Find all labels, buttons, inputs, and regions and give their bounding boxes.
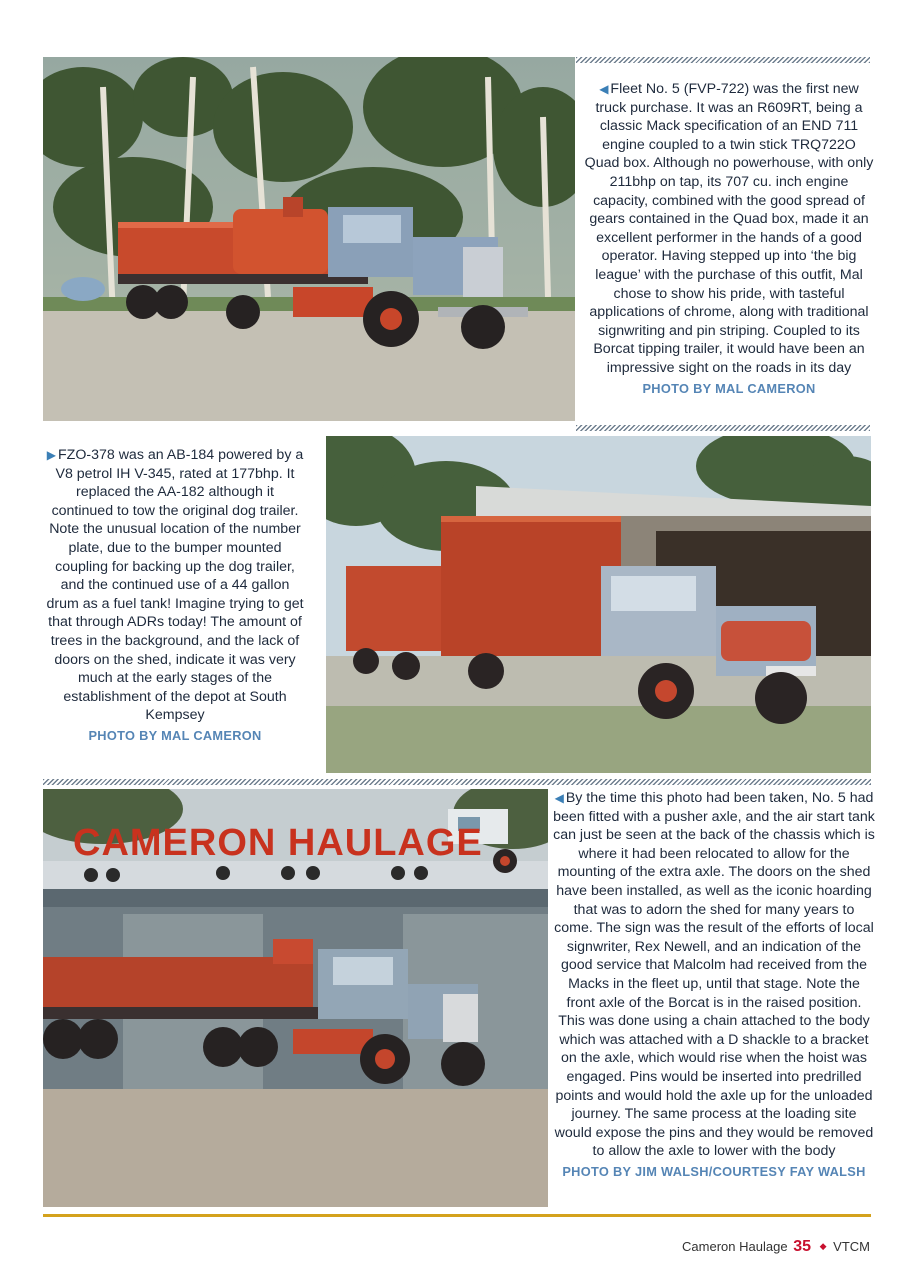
photo-mack-borcat [43,57,575,421]
hatch-divider-1 [576,425,870,431]
caption-shed-hoarding [553,789,875,1181]
sign-text: CAMERON HAULAGE [73,822,483,864]
triangle-right-icon: ▶ [46,448,56,462]
page-footer [682,1238,870,1256]
caption-fleet-no-5 [583,80,875,398]
hatch-divider-top [576,57,870,63]
triangle-left-icon: ◀ [599,82,609,96]
triangle-left-icon: ◀ [554,791,564,805]
caption-text: By the time this photo had been taken, No. 5 had been fitted with a pusher axle, and the air start tank can just be seen at the back of the chassis which is where it had been relocated to allow for the mounting of the extra axle. The doors on the shed have been installed, as well as the iconic hoarding that was to adorn the shed for many years to come. The sign was the result of the efforts of local signwriter, Rex Newell, and an indication of the good service that Malcolm had received from the Macks in the fleet up, until that stage. Note the front axle of the Borcat is in the raised position. This was done using a chain attached to the body which was attached with a D shackle to a bracket on the axle, which would rise when the hoist was engaged. Pins would be inserted into predrilled points and would hold the axle up for the unloaded journey. The same process at the loading site would expose the pins and they would be removed to allow the axle to lower with the body [553,790,875,1160]
magazine-name: VTCM [833,1239,870,1254]
photo-credit: PHOTO BY MAL CAMERON [88,727,262,743]
page-number: 35 [793,1238,811,1255]
hatch-divider-2 [43,779,871,785]
footer-rule [43,1214,871,1217]
bullet-icon: ◆ [819,1241,827,1251]
photo-credit: PHOTO BY JIM WALSH/COURTESY FAY WALSH [562,1163,866,1179]
caption-text: Fleet No. 5 (FVP-722) was the first new truck purchase. It was an R609RT, being a classic Mack specification of an END 711 engine coupled to a twin stick TRQ722O Quad box. Although no powerhouse, with only 211bhp on tap, its 707 cu. inch engine capacity, combined with the good spread of gears contained in the Quad box, made it an excellent performer in the hands of a good operator. Having stepped up into ‘the big league’ with the purchase of this outfit, Mal chose to show his pride, with tasteful applications of chrome, along with traditional signwriting and pin striping. Coupled to its Borcat tipping trailer, it would have been an impressive sight on the roads in its day [584,81,874,376]
footer-label: Cameron Haulage [682,1239,788,1254]
photo-credit: PHOTO BY MAL CAMERON [642,380,816,396]
caption-fzo-378 [46,446,304,746]
photo-ih-dog-trailer [326,436,871,773]
caption-text: FZO-378 was an AB-184 powered by a V8 petrol IH V-345, rated at 177bhp. It replaced the AA-182 although it continued to tow the original dog trailer. Note the unusual location of the number plate, due to the bumper mounted coupling for backing up the dog trailer, and the continued use of a 44 gallon drum as a fuel tank! Imagine trying to get that through ADRs today! The amount of trees in the background, and the lack of doors on the shed, indicate it was very much at the early stages of the establishment of the depot at South Kempsey [46,447,304,724]
photo-cameron-haulage-shed [43,789,548,1207]
